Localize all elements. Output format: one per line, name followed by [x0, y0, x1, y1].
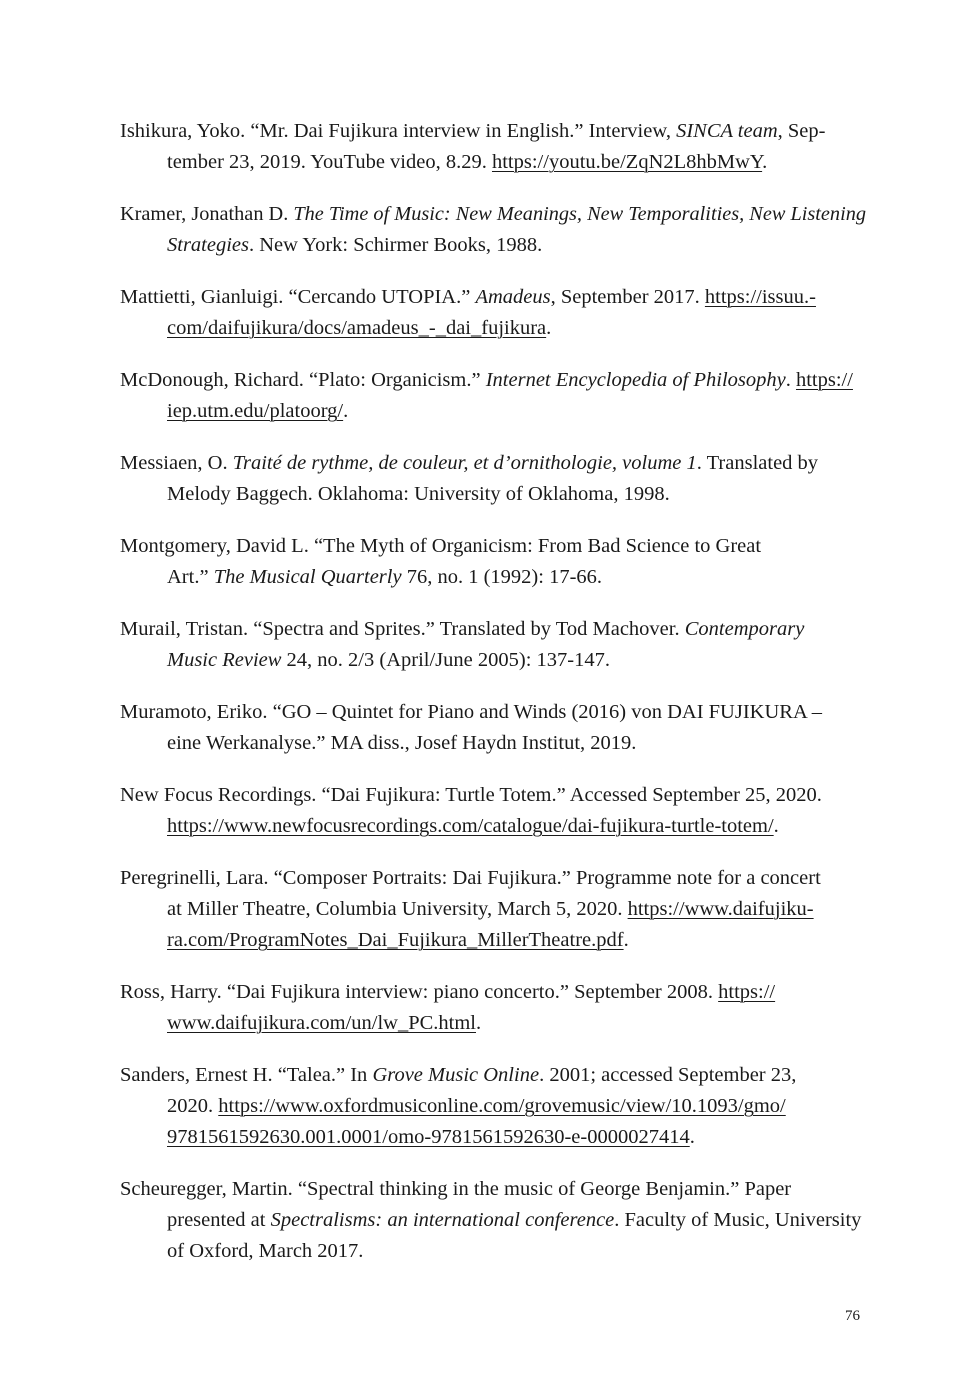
entry-line: at Miller Theatre, Columbia University, March 5, 2020. https://www.daifujiku-	[167, 898, 814, 920]
bibliography-entry-kramer	[120, 199, 866, 261]
bibliography-entry-murail	[120, 614, 866, 676]
url-link[interactable]: iep.utm.edu/platoorg/	[167, 400, 344, 422]
entry-line: Scheuregger, Martin. “Spectral thinking in the music of George Benjamin.” Paper	[120, 1178, 792, 1200]
bibliography-entry-montgomery	[120, 531, 866, 593]
bibliography-entry-mcdonough	[120, 365, 866, 427]
entry-line: https://www.newfocusrecordings.com/catalogue/dai-fujikura-turtle-totem/.	[167, 815, 779, 837]
book-title: The Time of Music: New Meanings, New Temporalities, New Listening	[293, 203, 867, 225]
url-link[interactable]: www.daifujikura.com/un/lw_PC.html	[167, 1012, 476, 1034]
bibliography-entry-muramoto	[120, 697, 866, 759]
entry-line: tember 23, 2019. YouTube video, 8.29. https://youtu.be/ZqN2L8hbMwY.	[167, 151, 768, 173]
book-title: Strategies	[167, 234, 249, 256]
bibliography-entry-scheuregger	[120, 1174, 866, 1267]
entry-line: 2020. https://www.oxfordmusiconline.com/grovemusic/view/10.1093/gmo/	[167, 1095, 786, 1117]
bibliography-entry-messiaen	[120, 448, 866, 510]
entry-line: Ishikura, Yoko. “Mr. Dai Fujikura interview in English.” Interview, SINCA team, Sep-	[120, 120, 826, 142]
entry-line: 9781561592630.001.0001/omo-9781561592630-e-0000027414.	[167, 1126, 695, 1148]
url-link[interactable]: 9781561592630.001.0001/omo-9781561592630-e-0000027414	[167, 1126, 690, 1148]
url-link[interactable]: https://www.daifujiku-	[627, 898, 814, 920]
entry-line: Montgomery, David L. “The Myth of Organicism: From Bad Science to Great	[120, 535, 762, 557]
url-link[interactable]: https://youtu.be/ZqN2L8hbMwY	[491, 151, 763, 173]
entry-line: McDonough, Richard. “Plato: Organicism.” Internet Encyclopedia of Philosophy. https://	[120, 369, 853, 391]
entry-line: Mattietti, Gianluigi. “Cercando UTOPIA.” Amadeus, September 2017. https://issuu.-	[120, 286, 816, 308]
entry-line: Art.” The Musical Quarterly 76, no. 1 (1992): 17-66.	[167, 566, 603, 588]
url-link[interactable]: https://issuu.-	[704, 286, 816, 308]
entry-line: Melody Baggech. Oklahoma: University of Oklahoma, 1998.	[167, 483, 670, 505]
entry-line: Ross, Harry. “Dai Fujikura interview: piano concerto.” September 2008. https://	[120, 981, 776, 1003]
entry-line: Music Review 24, no. 2/3 (April/June 2005): 137-147.	[167, 649, 610, 671]
bibliography-entry-sanders	[120, 1060, 866, 1153]
entry-line: com/daifujikura/docs/amadeus_-_dai_fujikura.	[167, 317, 552, 339]
url-link[interactable]: https://www.oxfordmusiconline.com/grovemusic/view/10.1093/gmo/	[218, 1095, 786, 1117]
bibliography-entry-ishikura	[120, 116, 866, 178]
entry-line: Murail, Tristan. “Spectra and Sprites.” Translated by Tod Machover. Contemporary	[120, 618, 805, 640]
page-number: 76	[845, 1308, 860, 1324]
bibliography-entry-peregrinelli	[120, 863, 866, 956]
entry-line: Muramoto, Eriko. “GO – Quintet for Piano and Winds (2016) von DAI FUJIKURA –	[120, 701, 822, 723]
publication-title: SINCA team	[676, 120, 778, 142]
entry-line: New Focus Recordings. “Dai Fujikura: Turtle Totem.” Accessed September 25, 2020.	[120, 784, 822, 806]
url-link[interactable]: https://www.newfocusrecordings.com/catalogue/dai-fujikura-turtle-totem/	[167, 815, 774, 837]
bibliography-entry-mattietti	[120, 282, 866, 344]
journal-title: The Musical Quarterly	[213, 566, 402, 588]
entry-line: presented at Spectralisms: an international conference. Faculty of Music, University	[167, 1209, 862, 1231]
entry-line: Sanders, Ernest H. “Talea.” In Grove Music Online. 2001; accessed September 23,	[120, 1064, 797, 1086]
entry-line: Messiaen, O. Traité de rythme, de couleur, et d’ornithologie, volume 1. Translated by	[120, 452, 819, 474]
book-title: Traité de rythme, de couleur, et d’ornithologie, volume 1	[232, 452, 697, 474]
journal-title: Music Review	[167, 649, 282, 671]
entry-line: iep.utm.edu/platoorg/.	[167, 400, 349, 422]
url-link[interactable]: https://	[795, 369, 853, 391]
publication-title: Internet Encyclopedia of Philosophy	[485, 369, 786, 391]
conference-title: Spectralisms: an international conference	[270, 1209, 615, 1231]
entry-line: www.daifujikura.com/un/lw_PC.html.	[167, 1012, 482, 1034]
url-link[interactable]: com/daifujikura/docs/amadeus_-_dai_fujikura	[167, 317, 547, 339]
entry-line: of Oxford, March 2017.	[167, 1240, 364, 1262]
journal-title: Contemporary	[684, 618, 805, 640]
entry-line: Peregrinelli, Lara. “Composer Portraits: Dai Fujikura.” Programme note for a concert	[120, 867, 821, 889]
entry-line: Strategies. New York: Schirmer Books, 1988.	[167, 234, 543, 256]
publication-title: Amadeus	[475, 286, 551, 308]
entry-line: Kramer, Jonathan D. The Time of Music: New Meanings, New Temporalities, New Listening	[120, 203, 867, 225]
bibliography-entry-ross	[120, 977, 866, 1039]
publication-title: Grove Music Online	[372, 1064, 540, 1086]
url-link[interactable]: ra.com/ProgramNotes_Dai_Fujikura_MillerTheatre.pdf	[167, 929, 624, 951]
bibliography-entry-new-focus-recordings	[120, 780, 866, 842]
entry-line: ra.com/ProgramNotes_Dai_Fujikura_MillerTheatre.pdf.	[167, 929, 629, 951]
url-link[interactable]: https://	[718, 981, 776, 1003]
entry-line: eine Werkanalyse.” MA diss., Josef Haydn Institut, 2019.	[167, 732, 637, 754]
